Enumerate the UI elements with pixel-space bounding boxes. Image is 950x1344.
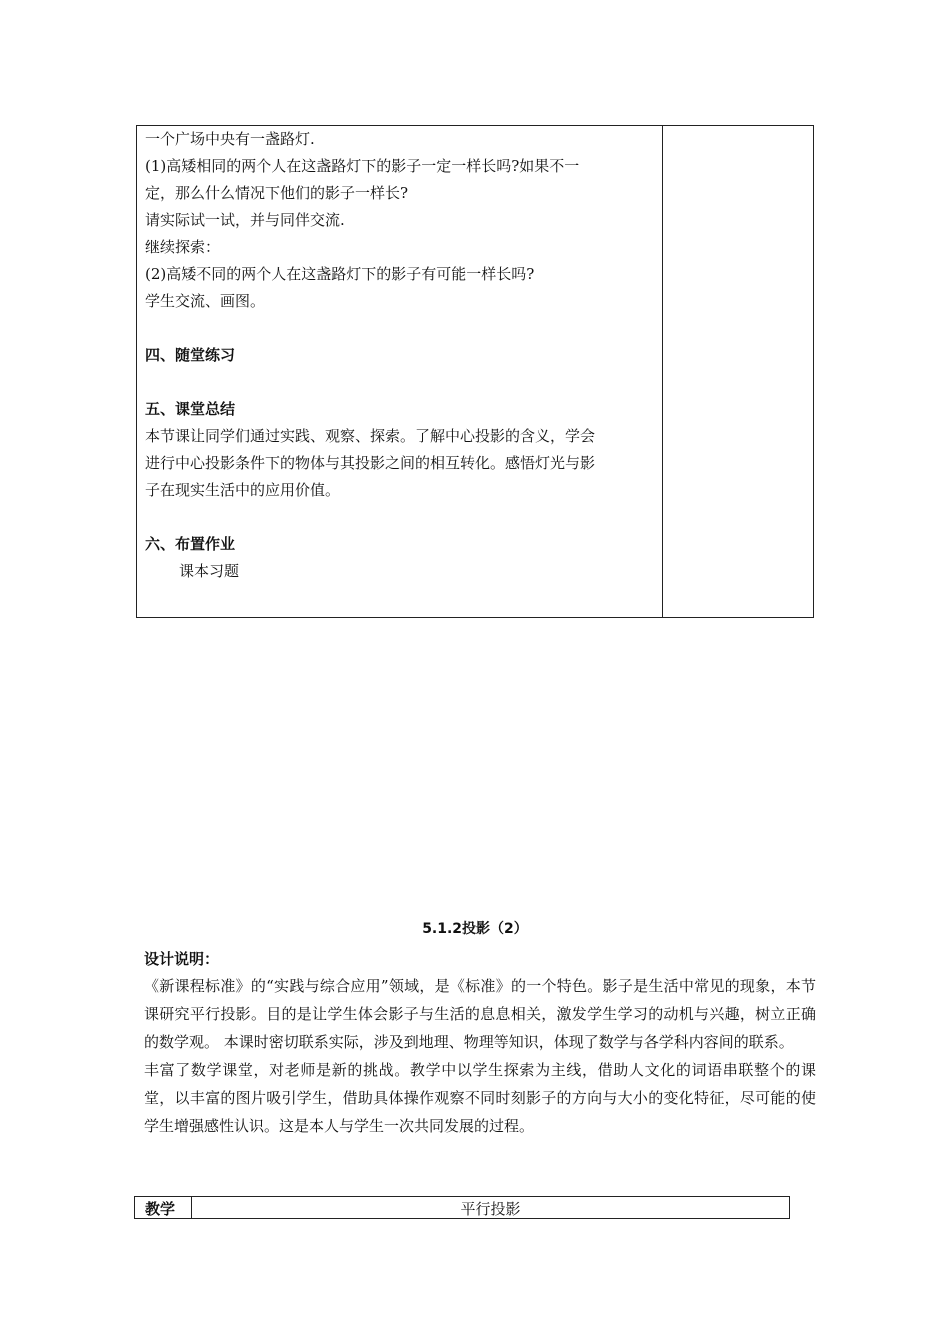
text-line: 定，那么什么情况下他们的影子一样长? — [145, 184, 409, 202]
design-label: 设计说明： — [144, 950, 220, 968]
section-heading-summary: 五、课堂总结 — [145, 400, 236, 418]
text-line: 请实际试一试，并与同伴交流. — [145, 211, 345, 229]
section-heading-homework: 六、布置作业 — [145, 535, 236, 553]
section-heading-practice: 四、随堂练习 — [145, 346, 236, 364]
design-description — [144, 972, 816, 1140]
text-line: 子在现实生活中的应用价值。 — [145, 481, 341, 499]
teaching-table — [134, 1196, 790, 1219]
column-divider — [662, 126, 663, 617]
text-line: (1)高矮相同的两个人在这盏路灯下的影子一定一样长吗?如果不一 — [145, 157, 580, 175]
paragraph: 《新课程标准》的“实践与综合应用”领域，是《标准》的一个特色。影子是生活中常见的现象，本节课研究平行投影。目的是让学生体会影子与生活的息息相关，激发学生学习的动机与兴趣，树立正确的数学观。 本课时密切联系实际，涉及到地理、物理等知识，体现了数学与各学科内容间的联系。 — [144, 977, 816, 1051]
lesson-table — [136, 125, 814, 618]
lesson-content-cell — [145, 126, 657, 585]
table-label: 教学 — [145, 1200, 176, 1218]
text-line: (2)高矮不同的两个人在这盏路灯下的影子有可能一样长吗? — [145, 265, 535, 283]
section-title: 5.1.2投影（2） — [422, 921, 528, 937]
text-line: 一个广场中央有一盏路灯. — [145, 130, 315, 148]
table-value: 平行投影 — [460, 1200, 521, 1218]
text-line: 本节课让同学们通过实践、观察、探索。了解中心投影的含义，学会 — [145, 427, 596, 445]
text-line: 进行中心投影条件下的物体与其投影之间的相互转化。感悟灯光与影 — [145, 454, 596, 472]
text-line: 学生交流、画图。 — [145, 292, 266, 310]
paragraph: 丰富了数学课堂，对老师是新的挑战。教学中以学生探索为主线，借助人文化的词语串联整个的课堂，以丰富的图片吸引学生，借助具体操作观察不同时刻影子的方向与大小的变化特征，尽可能的使学生增强感性认识。这是本人与学生一次共同发展的过程。 — [144, 1061, 816, 1135]
homework-text: 课本习题 — [179, 562, 240, 580]
text-line: 继续探索： — [145, 238, 221, 256]
